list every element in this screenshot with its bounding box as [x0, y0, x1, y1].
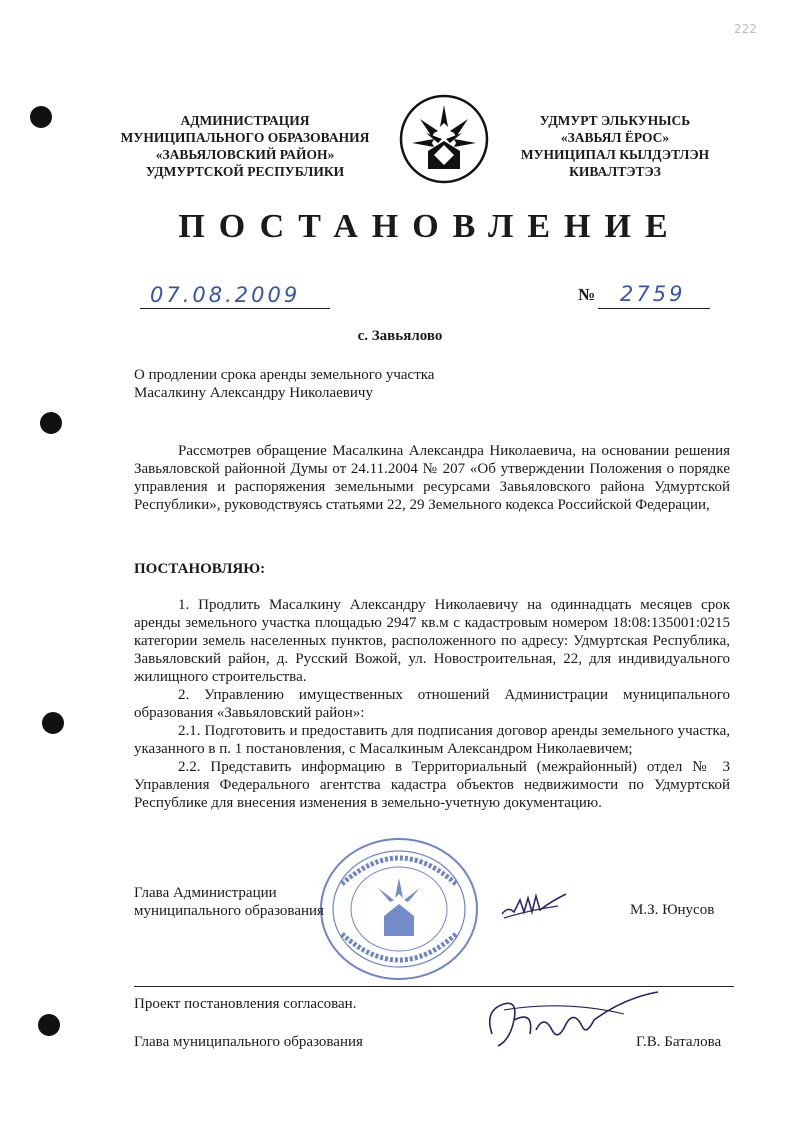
- separator-line: [134, 986, 734, 987]
- document-title: ПОСТАНОВЛЕНИЕ: [178, 208, 682, 245]
- district-emblem: [398, 93, 490, 185]
- signature-1-handwritten: [500, 888, 570, 924]
- subject-line: О продлении срока аренды земельного участка: [134, 367, 435, 383]
- punch-hole: [42, 712, 64, 734]
- decree-item: 2.1. Подготовить и предоставить для подписания договор аренды земельного участка, указанного в п. 1 постановления, с Масалкиным Александром Николаевичем;: [134, 723, 730, 757]
- place-of-issue: с. Завьялово: [357, 328, 443, 344]
- document-number: 2759: [620, 282, 686, 306]
- header-right-line: МУНИЦИПАЛ КЫЛДЭТЛЭН: [520, 147, 710, 162]
- subject-line: Масалкину Александру Николаевичу: [134, 385, 373, 401]
- signatory-1-role: [134, 884, 324, 920]
- decree-heading: ПОСТАНОВЛЯЮ:: [134, 561, 266, 577]
- document-subject: [134, 366, 554, 402]
- official-seal: [318, 836, 480, 982]
- header-left-line: МУНИЦИПАЛЬНОГО ОБРАЗОВАНИЯ: [120, 130, 370, 145]
- decree-item: 2.2. Представить информацию в Территориальный (межрайонный) отдел № 3 Управления Федерального агентства кадастра объектов недвижимости по Удмуртской Республике для внесения изменения в земельно-учетную документацию.: [134, 759, 730, 811]
- document-date: 07.08.2009: [150, 283, 301, 307]
- header-org-russian: [118, 112, 372, 180]
- punch-hole: [40, 412, 62, 434]
- header-right-line: КИВАЛТЭТЭЗ: [569, 164, 661, 179]
- decree-item: 2. Управлению имущественных отношений Администрации муниципального образования «Завьяловский район»:: [134, 687, 730, 721]
- number-sign: №: [578, 285, 596, 304]
- header-right-line: «ЗАВЬЯЛ ЁРОС»: [560, 130, 670, 145]
- header-left-line: «ЗАВЬЯЛОВСКИЙ РАЙОН»: [155, 147, 335, 162]
- punch-hole: [30, 106, 52, 128]
- preamble-paragraph: Рассмотрев обращение Масалкина Александра Николаевича, на основании решения Завьяловской районной Думы от 24.11.2004 № 207 «Об утверждении Положения о порядке управления и распоряжения земельными ресурсами Завьяловского района Удмуртской Республики», руководствуясь статьями 22, 29 Земельного кодекса Российской Федерации,: [134, 443, 730, 513]
- approval-note: Проект постановления согласован.: [134, 996, 357, 1012]
- header-right-line: УДМУРТ ЭЛЬКУНЫСЬ: [539, 113, 691, 128]
- decree-item: 1. Продлить Масалкину Александру Николаевичу на одиннадцать месяцев срок аренды земельного участка площадью 2947 кв.м с кадастровым номером 18:08:135001:0215 категории земель населенных пунктов, расположенного по адресу: Удмуртская Республика, Завьяловский район, д. Русский Вожой, ул. Новостроительная, 22, для индивидуального жилищного строительства.: [134, 597, 730, 685]
- signatory-1-name: М.З. Юнусов: [630, 902, 715, 918]
- header-left-line: АДМИНИСТРАЦИЯ: [180, 113, 310, 128]
- archive-mark: 222: [734, 22, 757, 36]
- signatory-2-name: Г.В. Баталова: [636, 1034, 722, 1050]
- header-left-line: УДМУРТСКОЙ РЕСПУБЛИКИ: [145, 164, 345, 179]
- punch-hole: [38, 1014, 60, 1036]
- role-line: муниципального образования: [134, 903, 324, 919]
- header-org-udmurt: [500, 112, 730, 180]
- decree-items: [134, 596, 730, 812]
- role-line: Глава Администрации: [134, 885, 277, 901]
- signatory-2-role: Глава муниципального образования: [134, 1034, 363, 1050]
